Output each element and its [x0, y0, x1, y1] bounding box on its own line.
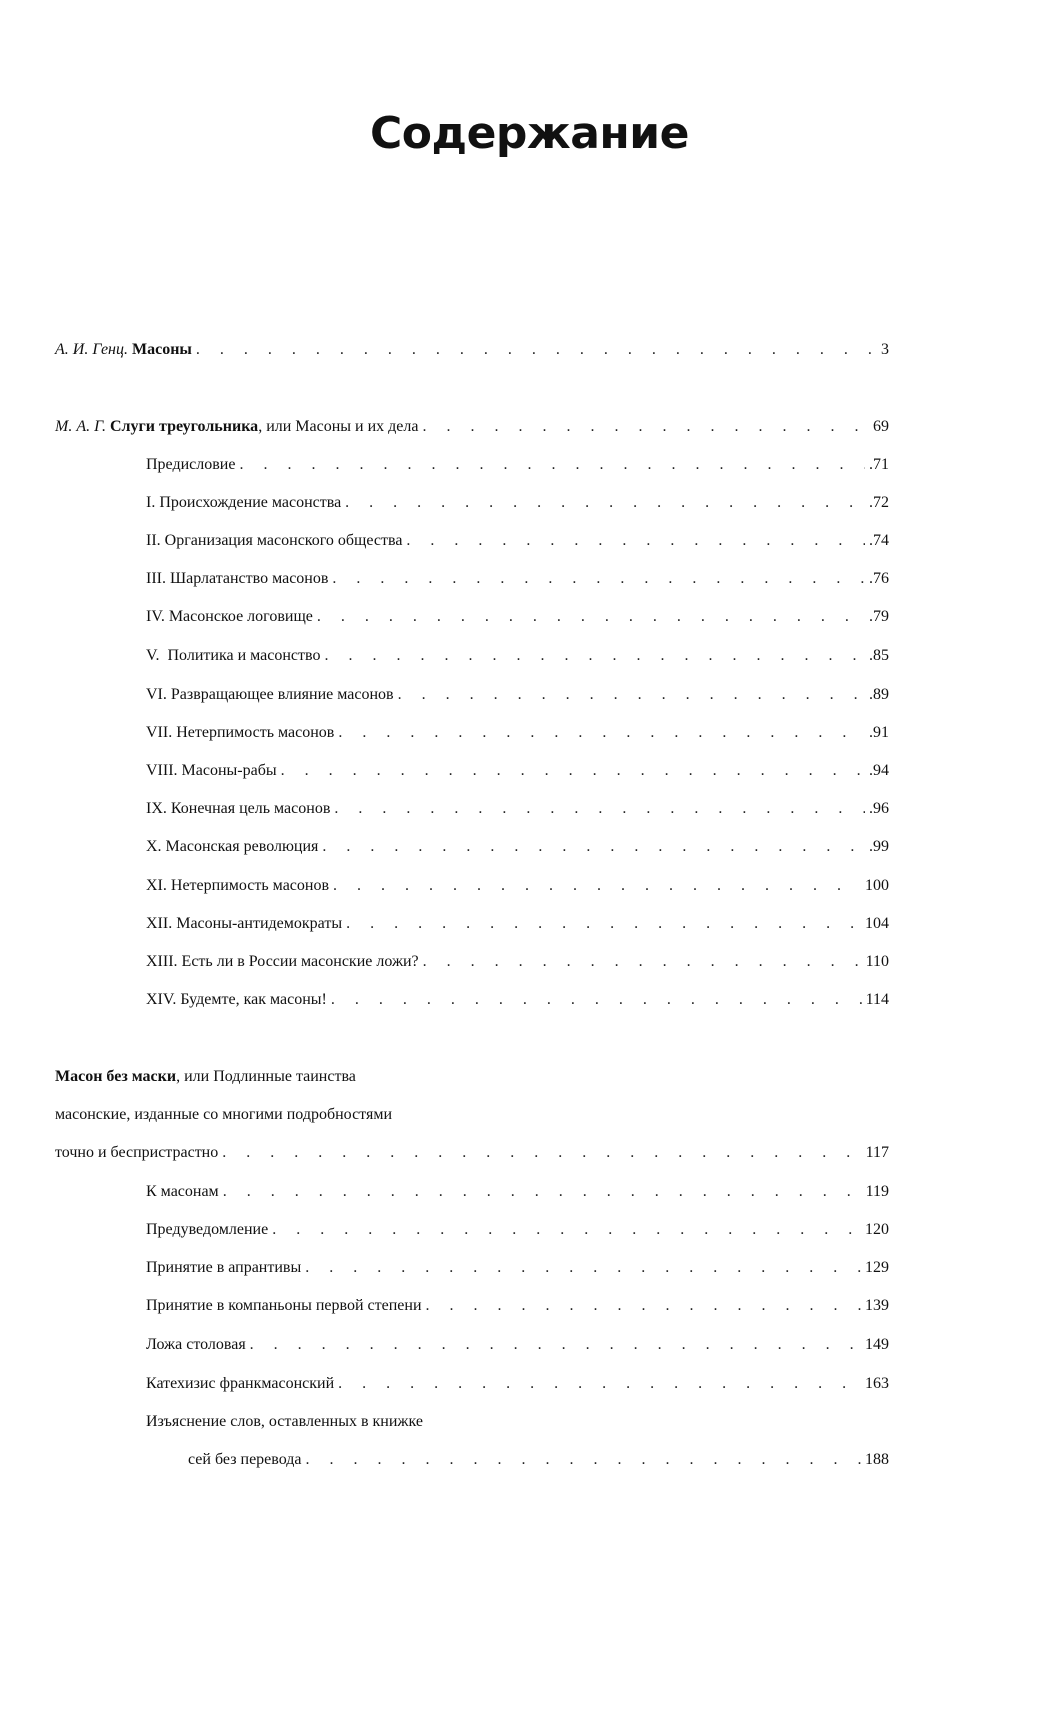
dot-leader [324, 636, 865, 676]
dot-leader [334, 789, 865, 829]
entry-label: I. Происхождение масонства [146, 494, 342, 511]
dot-leader [250, 1325, 861, 1365]
page-number: 139 [865, 1297, 889, 1314]
entry-label: VI. Развращающее влияние масонов [146, 686, 394, 703]
toc-entry-masony[interactable] [55, 330, 889, 370]
toc-entry-slugi[interactable] [55, 407, 889, 447]
entry-label: Принятие в апрантивы [146, 1259, 302, 1276]
page-number: .94 [869, 762, 889, 779]
entry-label: X. Масонская революция [146, 838, 319, 855]
entry-label: II. Организация масонского общества [146, 532, 403, 549]
page-number: .71 [869, 456, 889, 473]
page-number: 3 [881, 341, 889, 358]
toc-subentry[interactable] [146, 942, 889, 982]
toc-subentry[interactable] [146, 1172, 889, 1212]
page-number: .99 [869, 838, 889, 855]
dot-leader [281, 751, 865, 791]
entry-label: XI. Нетерпимость масонов [146, 877, 330, 894]
entry-label: V. Политика и масонство [146, 647, 321, 664]
entry-label: Принятие в компаньоны первой степени [146, 1297, 422, 1314]
entry-label: Предисловие [146, 456, 236, 473]
page-number: 120 [865, 1221, 889, 1238]
page-number: .76 [869, 570, 889, 587]
page-number: 114 [865, 991, 889, 1008]
page-number: 100 [865, 877, 889, 894]
toc-subentry[interactable] [146, 445, 889, 485]
toc-subentry[interactable] [146, 1248, 889, 1288]
page-number: 119 [865, 1183, 889, 1200]
entry-label: III. Шарлатанство масонов [146, 570, 329, 587]
page-number: 104 [865, 915, 889, 932]
entry-label: Катехизис франкмасонский [146, 1375, 335, 1392]
page-number: .79 [869, 608, 889, 625]
entry-label: Ложа столовая [146, 1336, 246, 1353]
toc-subentry[interactable] [146, 1325, 889, 1365]
entry-label: XIII. Есть ли в России масонские ложи? [146, 953, 419, 970]
dot-leader [338, 1364, 861, 1404]
dot-leader [305, 1248, 861, 1288]
toc-entry-mason-line2: масонские, изданные со многими подробностями [55, 1106, 393, 1123]
page-number: 188 [865, 1451, 889, 1468]
entry-label: VIII. Масоны-рабы [146, 762, 277, 779]
dot-leader [196, 330, 877, 370]
author: М. А. Г. [55, 418, 106, 435]
toc-subentry[interactable] [146, 1364, 889, 1404]
page-title: Содержание [370, 108, 689, 159]
toc-subentry[interactable] [146, 1286, 889, 1326]
toc-entry-mason-line1 [55, 1057, 356, 1097]
entry-title: Слуги треугольника [110, 418, 259, 435]
entry-label: точно и беспристрастно [55, 1144, 219, 1161]
page-number: 110 [865, 953, 889, 970]
page-number: .89 [869, 686, 889, 703]
dot-leader [239, 445, 865, 485]
toc-entry-mason[interactable] [55, 1133, 889, 1173]
dot-leader [331, 980, 862, 1020]
toc-subentry[interactable] [146, 483, 889, 523]
toc-subentry[interactable] [146, 904, 889, 944]
dot-leader [223, 1172, 862, 1212]
entry-label: сей без перевода [188, 1451, 302, 1468]
page-number: 163 [865, 1375, 889, 1392]
toc-subentry[interactable] [146, 521, 889, 561]
dot-leader [332, 559, 865, 599]
dot-leader [406, 521, 865, 561]
page-number: .72 [869, 494, 889, 511]
entry-label: XII. Масоны-антидемократы [146, 915, 343, 932]
entry-label: IV. Масонское логовище [146, 608, 313, 625]
page-number: .96 [869, 800, 889, 817]
entry-label: Предуведомление [146, 1221, 269, 1238]
dot-leader [423, 942, 862, 982]
dot-leader [398, 675, 865, 715]
page-number: .85 [869, 647, 889, 664]
page-number: 149 [865, 1336, 889, 1353]
toc-subentry[interactable] [188, 1440, 889, 1480]
dot-leader [322, 827, 865, 867]
entry-title: Масоны [132, 341, 192, 358]
toc-subentry-line1: Изъяснение слов, оставленных в книжке [146, 1413, 423, 1430]
dot-leader [346, 904, 861, 944]
toc-subentry[interactable] [146, 751, 889, 791]
entry-title: Масон без маски [55, 1068, 177, 1085]
dot-leader [306, 1440, 862, 1480]
entry-label: К масонам [146, 1183, 219, 1200]
page-number: .74 [869, 532, 889, 549]
page-number: 129 [865, 1259, 889, 1276]
toc-subentry[interactable] [146, 1210, 889, 1250]
toc-subentry[interactable] [146, 675, 889, 715]
dot-leader [338, 713, 865, 753]
toc-subentry[interactable] [146, 636, 889, 676]
entry-label: VII. Нетерпимость масонов [146, 724, 335, 741]
dot-leader [222, 1133, 861, 1173]
toc-subentry[interactable] [146, 597, 889, 637]
entry-subtitle: , или Подлинные таинства [176, 1068, 356, 1085]
dot-leader [423, 407, 870, 447]
toc-subentry[interactable] [146, 866, 889, 906]
entry-subtitle: , или Масоны и их дела [258, 418, 419, 435]
page-number: 117 [865, 1144, 889, 1161]
toc-subentry[interactable] [146, 789, 889, 829]
dot-leader [333, 866, 861, 906]
toc-subentry[interactable] [146, 827, 889, 867]
toc-subentry[interactable] [146, 980, 889, 1020]
author: А. И. Генц. [55, 341, 128, 358]
entry-label: IX. Конечная цель масонов [146, 800, 331, 817]
toc-subentry[interactable] [146, 713, 889, 753]
page-number: 69 [873, 418, 889, 435]
dot-leader [317, 597, 865, 637]
toc-subentry[interactable] [146, 559, 889, 599]
dot-leader [272, 1210, 861, 1250]
page-number: .91 [869, 724, 889, 741]
dot-leader [426, 1286, 861, 1326]
entry-label: XIV. Будемте, как масоны! [146, 991, 327, 1008]
dot-leader [345, 483, 865, 523]
